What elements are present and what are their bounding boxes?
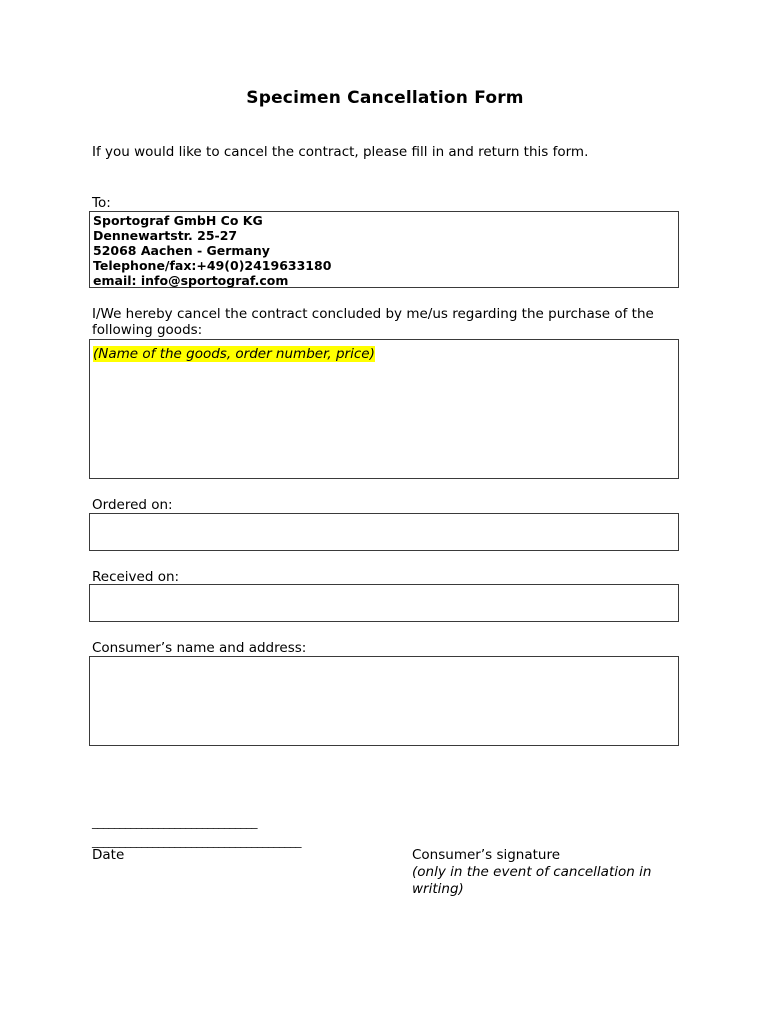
received-on-field[interactable] <box>89 584 679 622</box>
recipient-address-box <box>89 211 679 288</box>
received-on-label: Received on: <box>92 569 180 585</box>
recipient-email: email: info@sportograf.com <box>93 273 289 288</box>
signature-note: (only in the event of cancellation in writing) <box>412 864 652 897</box>
recipient-phone: Telephone/fax:+49(0)2419633180 <box>93 258 332 273</box>
cancel-statement: I/We hereby cancel the contract concluded by me/us regarding the purchase of the following goods: <box>92 306 654 338</box>
date-label: Date <box>92 847 125 863</box>
signature-line-consumer: ______________________________________ <box>92 834 301 848</box>
page-title: Specimen Cancellation Form <box>246 88 524 108</box>
goods-hint-text: (Name of the goods, order number, price) <box>93 346 375 362</box>
recipient-street: Dennewartstr. 25-27 <box>93 228 238 243</box>
ordered-on-label: Ordered on: <box>92 497 173 513</box>
signature-line-date: ______________________________ <box>92 815 257 829</box>
consumer-signature-label: Consumer’s signature <box>412 847 561 863</box>
recipient-company: Sportograf GmbH Co KG <box>93 213 263 228</box>
goods-field[interactable] <box>89 339 679 479</box>
to-label: To: <box>92 195 111 211</box>
intro-text: If you would like to cancel the contract, please fill in and return this form. <box>92 144 589 160</box>
consumer-name-address-field[interactable] <box>89 656 679 746</box>
recipient-city: 52068 Aachen - Germany <box>93 243 270 258</box>
ordered-on-field[interactable] <box>89 513 679 551</box>
consumer-name-address-label: Consumer’s name and address: <box>92 640 307 656</box>
